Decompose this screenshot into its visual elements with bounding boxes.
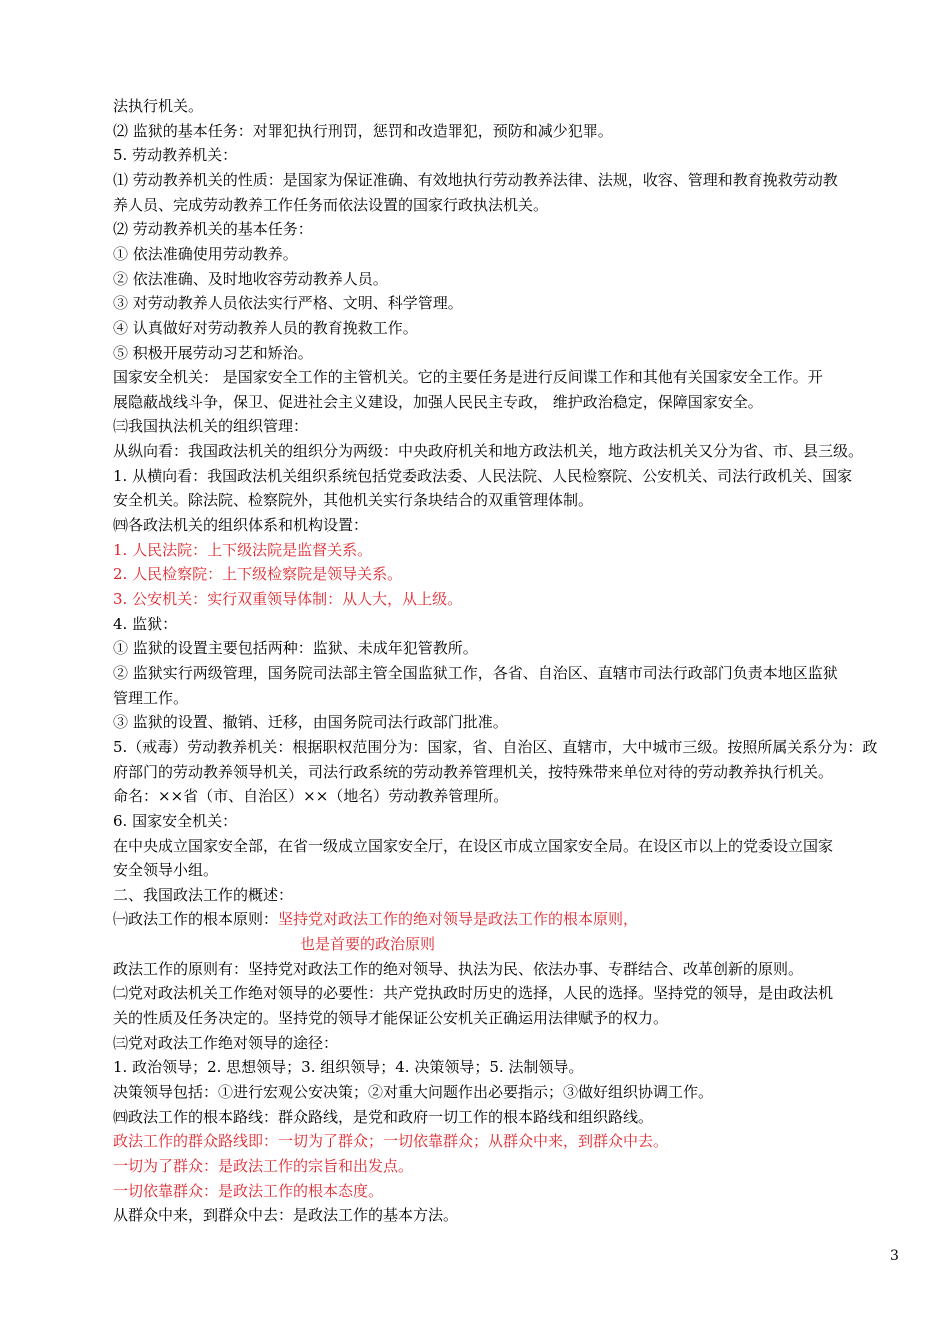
text-line bbox=[113, 1108, 910, 1126]
text-line bbox=[300, 935, 910, 953]
text-line bbox=[113, 245, 910, 263]
text-line bbox=[113, 1083, 910, 1101]
text-line bbox=[113, 1157, 910, 1175]
text-line bbox=[113, 1034, 910, 1052]
text-line-content: 也是首要的政治原则 bbox=[300, 935, 436, 954]
text-line bbox=[113, 713, 910, 731]
text-line bbox=[113, 664, 910, 682]
text-line-content: 一切依靠群众：是政法工作的根本态度。 bbox=[113, 1181, 384, 1200]
text-line-content: 安全领导小组。 bbox=[113, 861, 219, 880]
text-line-content: ㈡党对政法机关工作绝对领导的必要性：共产党执政时历史的选择，人民的选择。坚持党的领导，是由政法机 bbox=[113, 984, 834, 1003]
text-line-content: 府部门的劳动教养领导机关，司法行政系统的劳动教养管理机关，按特殊带来单位对待的劳动教养执行机关。 bbox=[113, 762, 834, 781]
text-line-content: 从群众中来，到群众中去：是政法工作的基本方法。 bbox=[113, 1206, 459, 1225]
page-number: 3 bbox=[890, 1248, 899, 1264]
text-line bbox=[113, 1058, 910, 1076]
text-line bbox=[113, 368, 910, 386]
text-line-content: 3. 公安机关：实行双重领导体制：从人大，从上级。 bbox=[113, 590, 463, 608]
text-line-content: 1. 从横向看：我国政法机关组织系统包括党委政法委、人民法院、人民检察院、公安机关、司法行政机关、国家 bbox=[113, 466, 853, 485]
text-line bbox=[113, 763, 910, 781]
text-line-content: 2. 人民检察院：上下级检察院是领导关系。 bbox=[113, 565, 403, 584]
text-line bbox=[113, 886, 910, 904]
text-line-content: ③ 监狱的设置、撤销、迁移，由国务院司法行政部门批准。 bbox=[113, 713, 508, 732]
text-line-content: ㈣政法工作的根本路线：群众路线，是党和政府一切工作的根本路线和组织路线。 bbox=[113, 1107, 654, 1126]
text-line-content: 1. 政治领导；2. 思想领导；3. 组织领导；4. 决策领导；5. 法制领导。 bbox=[113, 1058, 584, 1077]
text-line bbox=[113, 787, 910, 805]
text-line bbox=[113, 146, 910, 164]
text-line bbox=[113, 270, 910, 288]
text-line bbox=[113, 1132, 910, 1150]
text-line-content: ② 依法准确、及时地收容劳动教养人员。 bbox=[113, 269, 388, 288]
text-line-content: ① 监狱的设置主要包括两种：监狱、未成年犯管教所。 bbox=[113, 639, 478, 658]
text-line bbox=[113, 393, 910, 411]
text-line-content: ⑵ 劳动教养机关的基本任务： bbox=[113, 220, 313, 239]
text-line-content: 养人员、完成劳动教养工作任务而依法设置的国家行政执法机关。 bbox=[113, 195, 549, 214]
text-line bbox=[113, 541, 910, 559]
text-line bbox=[113, 1206, 910, 1224]
text-line bbox=[113, 417, 910, 435]
text-line bbox=[113, 861, 910, 879]
text-line bbox=[113, 837, 910, 855]
text-line-content: 决策领导包括：①进行宏观公安决策；②对重大问题作出必要指示；③做好组织协调工作。 bbox=[113, 1083, 714, 1101]
text-line-content: 6. 国家安全机关： bbox=[113, 811, 238, 830]
text-line bbox=[113, 565, 910, 583]
text-line bbox=[113, 910, 910, 928]
text-line bbox=[113, 220, 910, 238]
text-line-content: 从纵向看：我国政法机关的组织分为两级：中央政府机关和地方政法机关，地方政法机关又分为省、市、县三级。 bbox=[113, 442, 864, 461]
highlighted-text: 坚持党对政法工作的绝对领导是政法工作的根本原则， bbox=[278, 910, 639, 929]
text-line-content: 管理工作。 bbox=[113, 688, 189, 707]
text-line bbox=[113, 442, 910, 460]
text-line-content: 关的性质及任务决定的。坚持党的领导才能保证公安机关正确运用法律赋予的权力。 bbox=[113, 1009, 669, 1028]
text-line bbox=[113, 196, 910, 214]
text-line-content: ③ 对劳动教养人员依法实行严格、文明、科学管理。 bbox=[113, 294, 463, 313]
text-line bbox=[113, 344, 910, 362]
text-line-content: ㈠政法工作的根本原则： bbox=[113, 910, 279, 929]
text-line-content: ㈢党对政法工作绝对领导的途径： bbox=[113, 1033, 339, 1052]
text-line-content: 政法工作的群众路线即：一切为了群众；一切依靠群众；从群众中来，到群众中去。 bbox=[113, 1132, 669, 1151]
text-line-content: ④ 认真做好对劳动教养人员的教育挽救工作。 bbox=[113, 318, 418, 337]
text-line bbox=[113, 738, 910, 756]
text-line bbox=[113, 812, 910, 830]
text-line-content: ① 依法准确使用劳动教养。 bbox=[113, 244, 298, 263]
text-line bbox=[113, 319, 910, 337]
text-line-content: 命名：××省（市、自治区）××（地名）劳动教养管理所。 bbox=[113, 787, 509, 806]
text-line bbox=[113, 639, 910, 657]
text-line bbox=[113, 960, 910, 978]
text-line bbox=[113, 97, 910, 115]
text-line-content: 一切为了群众：是政法工作的宗旨和出发点。 bbox=[113, 1156, 414, 1175]
text-line bbox=[113, 984, 910, 1002]
text-line-content: 5. 劳动教养机关： bbox=[113, 146, 238, 165]
text-line bbox=[113, 294, 910, 312]
text-line-content: ⑵ 监狱的基本任务：对罪犯执行刑罚，惩罚和改造罪犯，预防和减少犯罪。 bbox=[113, 121, 613, 140]
text-line bbox=[113, 122, 910, 140]
text-line-content: 二、我国政法工作的概述： bbox=[113, 885, 294, 904]
text-line-content: 安全机关。除法院、检察院外，其他机关实行条块结合的双重管理体制。 bbox=[113, 491, 594, 510]
text-line bbox=[113, 1009, 910, 1027]
text-line-content: 1. 人民法院：上下级法院是监督关系。 bbox=[113, 540, 373, 559]
text-line bbox=[113, 615, 910, 633]
text-line-content: 在中央成立国家安全部，在省一级成立国家安全厅，在设区市成立国家安全局。在设区市以上的党委设立国家 bbox=[113, 836, 834, 855]
text-line bbox=[113, 467, 910, 485]
text-line-content: 政法工作的原则有：坚持党对政法工作的绝对领导、执法为民、依法办事、专群结合、改革创新的原则。 bbox=[113, 959, 804, 978]
text-line-content: 5.（戒毒）劳动教养机关：根据职权范围分为：国家，省、自治区、直辖市，大中城市三级。按照所属关系分为：政 bbox=[113, 737, 878, 756]
text-line-content: ⑴ 劳动教养机关的性质：是国家为保证准确、有效地执行劳动教养法律、法规，收容、管理和教育挽救劳动教 bbox=[113, 170, 838, 189]
text-line bbox=[113, 491, 910, 509]
text-line-content: ㈢我国执法机关的组织管理： bbox=[113, 417, 309, 436]
text-line-content: 国家安全机关： 是国家安全工作的主管机关。它的主要任务是进行反间谍工作和其他有关国家安全工作。开 bbox=[113, 368, 823, 387]
text-line-content: 4. 监狱： bbox=[113, 614, 178, 633]
text-line-content: ② 监狱实行两级管理，国务院司法部主管全国监狱工作，各省、自治区、直辖市司法行政部门负责本地区监狱 bbox=[113, 663, 838, 682]
text-line-content: ㈣各政法机关的组织体系和机构设置： bbox=[113, 516, 369, 535]
text-line bbox=[113, 590, 910, 608]
text-line-content: 法执行机关。 bbox=[113, 97, 204, 115]
text-line bbox=[113, 1182, 910, 1200]
text-line bbox=[113, 516, 910, 534]
text-line bbox=[113, 689, 910, 707]
text-line-content: ⑤ 积极开展劳动习艺和矫治。 bbox=[113, 343, 313, 362]
text-line-content: 展隐蔽战线斗争，保卫、促进社会主义建设，加强人民民主专政， 维护政治稳定，保障国家安全。 bbox=[113, 392, 763, 411]
text-line bbox=[113, 171, 910, 189]
